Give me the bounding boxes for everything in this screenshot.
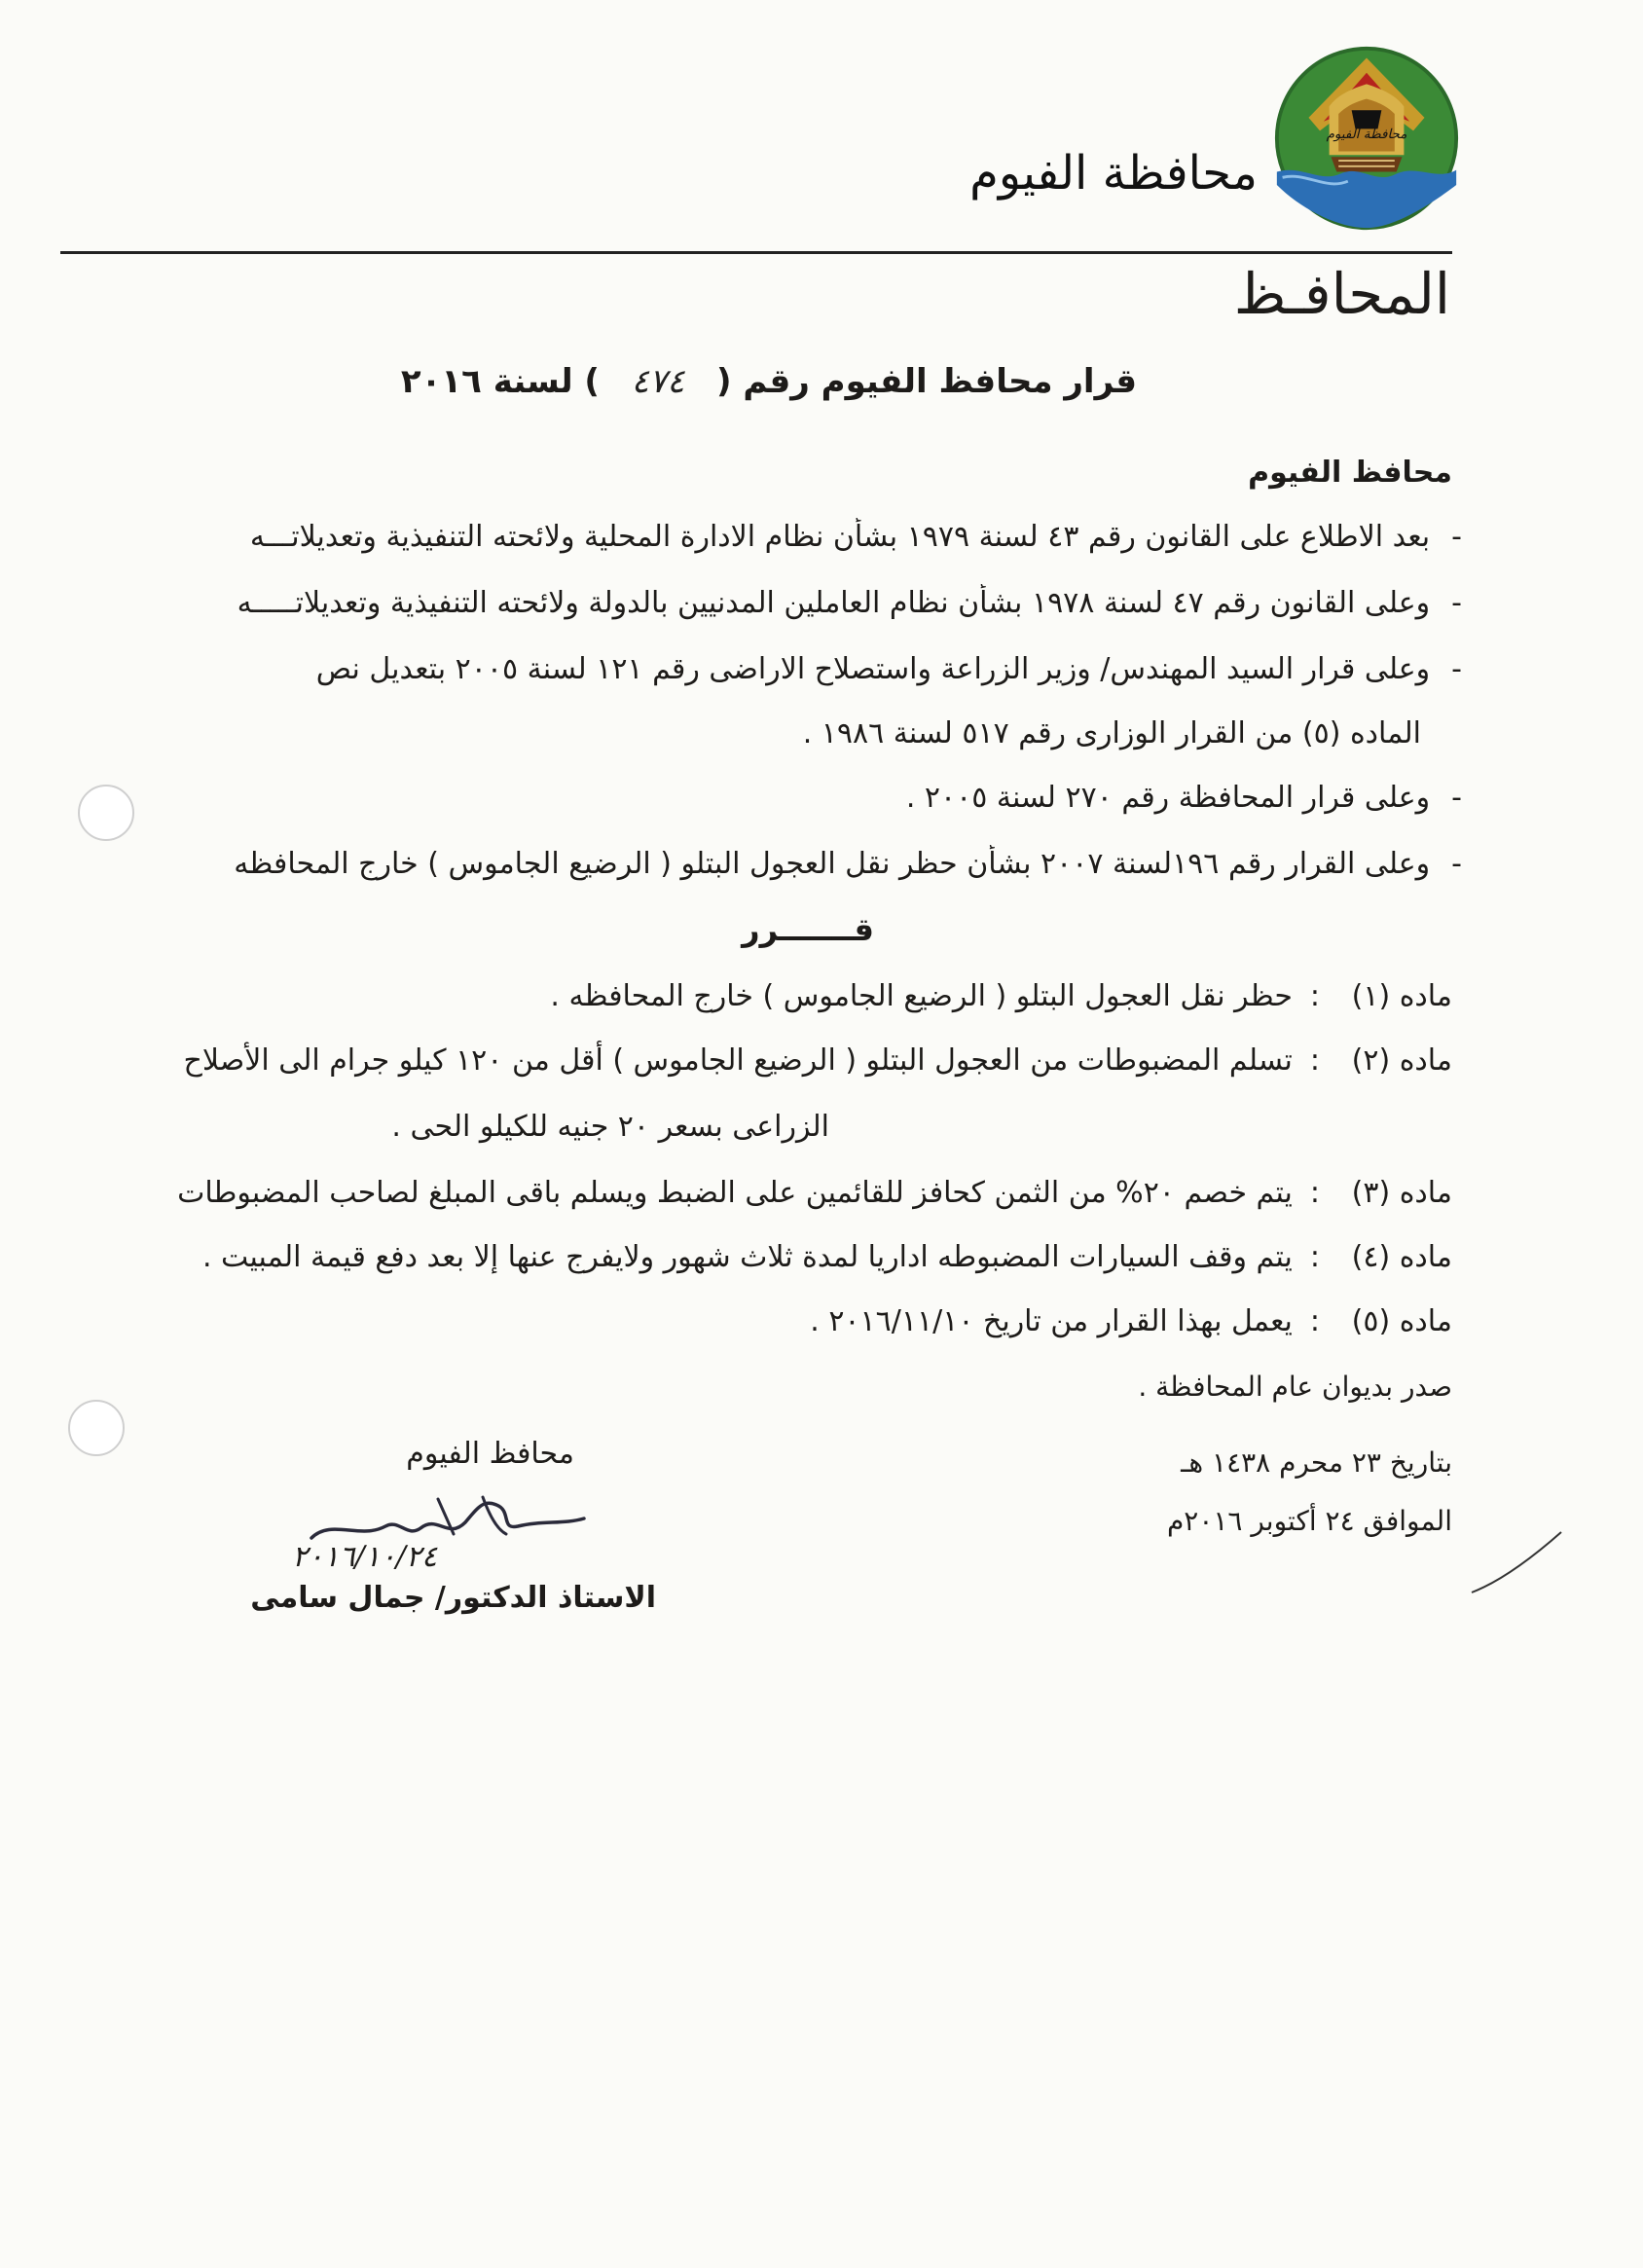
- office-title: المحافـظ: [1233, 261, 1450, 327]
- decision-title-suffix: ) لسنة ٢٠١٦: [400, 362, 600, 401]
- governorate-emblem-logo: [1273, 45, 1460, 232]
- recital-3: -وعلى قرار السيد المهندس/ وزير الزراعة واستصلاح الاراضى رقم ١٢١ لسنة ٢٠٠٥ بتعديل نص: [315, 652, 1462, 686]
- article-text: يتم خصم ٢٠% من الثمن كحافز للقائمين على الضبط ويسلم باقى المبلغ لصاحب المضبوطات: [177, 1176, 1293, 1210]
- recital-text: وعلى القانون رقم ٤٧ لسنة ١٩٧٨ بشأن نظام العاملين المدنيين بالدولة ولائحته التنفيذية وتعديلاتـــــه: [237, 586, 1431, 620]
- recital-3-continuation: الماده (٥) من القرار الوزارى رقم ٥١٧ لسنة ١٩٨٦ .: [802, 716, 1421, 750]
- decision-number: ٤٧٤: [631, 362, 685, 401]
- recital-text: بعد الاطلاع على القانون رقم ٤٣ لسنة ١٩٧٩ بشأن نظام الادارة المحلية ولائحته التنفيذية وتعديلاتـــه: [249, 520, 1431, 554]
- punch-hole: [78, 785, 134, 841]
- recital-text: وعلى قرار المحافظة رقم ٢٧٠ لسنة ٢٠٠٥ .: [905, 781, 1431, 815]
- article-1: ماده (١):حظر نقل العجول البتلو ( الرضيع الجاموس ) خارج المحافظه .: [550, 979, 1452, 1013]
- recital-5: -وعلى القرار رقم ١٩٦لسنة ٢٠٠٧ بشأن حظر نقل العجول البتلو ( الرضيع الجاموس ) خارج المحافظه: [234, 847, 1462, 881]
- signatory-name: الاستاذ الدكتور/ جمال سامى: [250, 1581, 656, 1615]
- hijri-date: بتاريخ ٢٣ محرم ١٤٣٨ هـ: [1181, 1446, 1452, 1479]
- article-3: ماده (٣):يتم خصم ٢٠% من الثمن كحافز للقائمين على الضبط ويسلم باقى المبلغ لصاحب المضبوطات: [177, 1176, 1452, 1210]
- article-text: يتم وقف السيارات المضبوطه اداريا لمدة ثلاث شهور ولايفرج عنها إلا بعد دفع قيمة المبيت .: [201, 1240, 1293, 1274]
- article-text: تسلم المضبوطات من العجول البتلو ( الرضيع الجاموس ) أقل من ١٢٠ كيلو جرام الى الأصلاح: [183, 1043, 1293, 1078]
- article-text: يعمل بهذا القرار من تاريخ ٢٠١٦/١١/١٠ .: [810, 1304, 1293, 1338]
- resolved-heading: قـــــــرر: [742, 911, 874, 948]
- decision-title-prefix: قرار محافظ الفيوم رقم (: [715, 362, 1137, 401]
- article-text: حظر نقل العجول البتلو ( الرضيع الجاموس ) خارج المحافظه .: [550, 979, 1293, 1013]
- article-label: ماده (٥): [1351, 1304, 1452, 1338]
- recital-text: وعلى القرار رقم ١٩٦لسنة ٢٠٠٧ بشأن حظر نقل العجول البتلو ( الرضيع الجاموس ) خارج المحافظه: [234, 847, 1431, 881]
- recital-4: -وعلى قرار المحافظة رقم ٢٧٠ لسنة ٢٠٠٥ .: [905, 781, 1462, 815]
- article-label: ماده (١): [1351, 979, 1452, 1013]
- article-5: ماده (٥):يعمل بهذا القرار من تاريخ ٢٠١٦/١١/١٠ .: [810, 1304, 1452, 1338]
- recital-2: -وعلى القانون رقم ٤٧ لسنة ١٩٧٨ بشأن نظام العاملين المدنيين بالدولة ولائحته التنفيذية وتعديلاتـــــه: [237, 586, 1462, 620]
- header-divider: [60, 251, 1452, 254]
- issuer-heading: محافظ الفيوم: [1248, 456, 1452, 490]
- logo-caption: محافظة الفيوم: [1326, 128, 1407, 142]
- article-label: ماده (٢): [1351, 1043, 1452, 1078]
- article-4: ماده (٤):يتم وقف السيارات المضبوطه اداريا لمدة ثلاث شهور ولايفرج عنها إلا بعد دفع قيمة المبيت .: [201, 1240, 1452, 1274]
- article-label: ماده (٤): [1351, 1240, 1452, 1274]
- signature-title: محافظ الفيوم: [406, 1437, 574, 1471]
- signature-date: ٢٠١٦/١٠/٢٤: [292, 1540, 438, 1574]
- article-2-continuation: الزراعى بسعر ٢٠ جنيه للكيلو الحى .: [391, 1110, 829, 1144]
- recital-1: -بعد الاطلاع على القانون رقم ٤٣ لسنة ١٩٧٩ بشأن نظام الادارة المحلية ولائحته التنفيذية وتعديلاتـــه: [249, 520, 1462, 554]
- gregorian-date: الموافق ٢٤ أكتوبر ٢٠١٦م: [1166, 1505, 1452, 1537]
- pen-mark: [1468, 1528, 1565, 1596]
- article-2: ماده (٢):تسلم المضبوطات من العجول البتلو ( الرضيع الجاموس ) أقل من ١٢٠ كيلو جرام الى الأصلاح: [183, 1043, 1452, 1078]
- governorate-name: محافظة الفيوم: [969, 146, 1258, 201]
- punch-hole: [68, 1400, 125, 1456]
- issued-at: صدر بديوان عام المحافظة .: [1138, 1371, 1452, 1403]
- recital-text: وعلى قرار السيد المهندس/ وزير الزراعة واستصلاح الاراضى رقم ١٢١ لسنة ٢٠٠٥ بتعديل نص: [315, 652, 1431, 686]
- article-label: ماده (٣): [1351, 1176, 1452, 1210]
- decision-title: [401, 362, 1137, 401]
